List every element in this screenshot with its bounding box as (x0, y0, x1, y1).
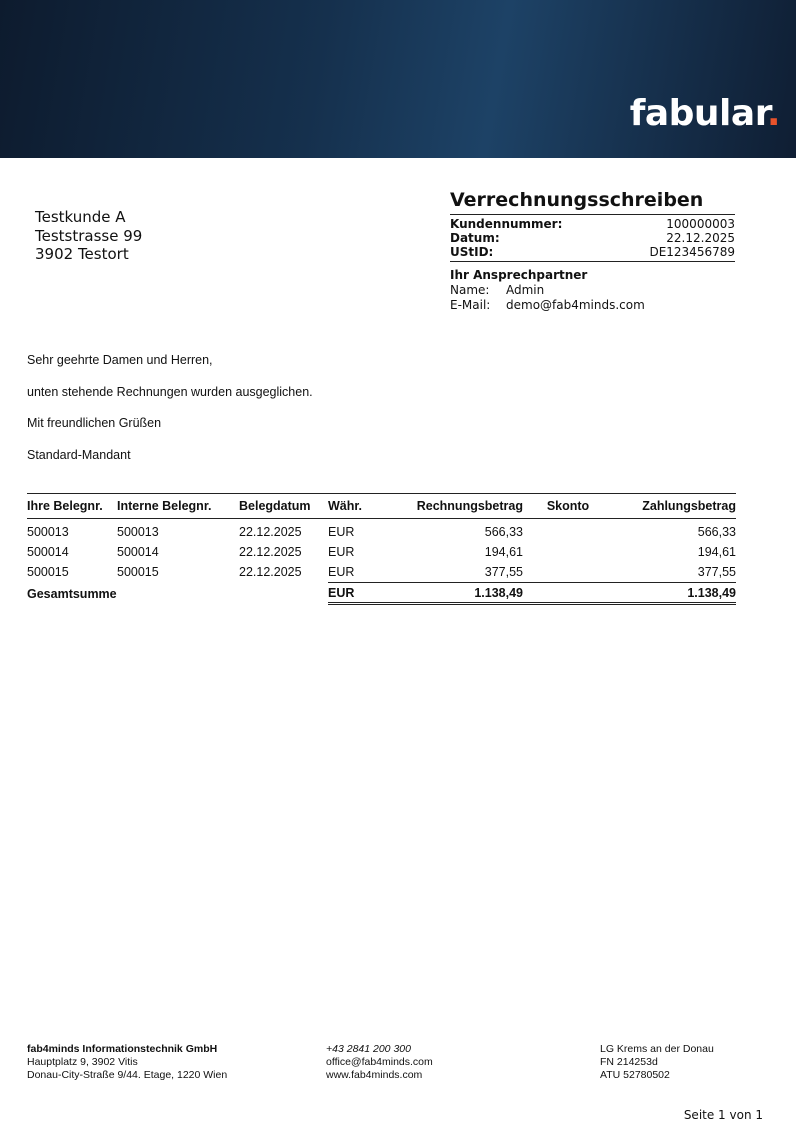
customer-number-row: Kundennummer: 100000003 (450, 217, 735, 231)
col-header: Skonto (523, 494, 613, 519)
footer-registry: LG Krems an der Donau FN 214253d ATU 52780502 (600, 1043, 714, 1081)
contact-email: demo@fab4minds.com (506, 298, 645, 312)
table-header-row (27, 494, 736, 519)
footer-web: www.fab4minds.com (326, 1069, 423, 1081)
table-row: 500013 500013 22.12.2025 EUR 566,33 566,33 (27, 525, 736, 539)
letter-body (27, 353, 313, 479)
vat-id-row: UStID: DE123456789 (450, 245, 735, 259)
customer-number-value: 100000003 (666, 217, 735, 231)
document-fields (450, 214, 735, 262)
total-payment-amount: 1.138,49 (613, 583, 736, 604)
recipient-street: Teststrasse 99 (35, 226, 143, 245)
col-header: Währ. (328, 494, 388, 519)
col-header: Rechnungsbetrag (388, 494, 523, 519)
sender: Standard-Mandant (27, 447, 131, 462)
date-row: Datum: 22.12.2025 (450, 231, 735, 245)
contact-name-row: Name: Admin (450, 283, 545, 297)
total-currency: EUR (328, 583, 388, 604)
contact-name: Admin (506, 283, 545, 297)
vat-id-value: DE123456789 (649, 245, 735, 259)
col-header: Belegdatum (239, 494, 328, 519)
body-text: unten stehende Rechnungen wurden ausgeglichen. (27, 384, 313, 399)
recipient-city: 3902 Testort (35, 245, 129, 263)
footer-email: office@fab4minds.com (326, 1056, 433, 1068)
recipient-address (35, 208, 142, 264)
document-info-box (450, 188, 735, 313)
logo-dot: . (766, 93, 780, 134)
company-logo: fabular. (629, 93, 780, 134)
invoice-table (27, 493, 736, 605)
col-header: Interne Belegnr. (117, 494, 239, 519)
document-title: Verrechnungsschreiben (450, 189, 704, 211)
table-row: 500015 500015 22.12.2025 EUR 377,55 377,55 (27, 565, 736, 580)
header-banner (0, 0, 796, 158)
footer-company: fab4minds Informationstechnik GmbH Hauptplatz 9, 3902 Vitis Donau-City-Straße 9/44. Etage, 1220 Wien (27, 1043, 228, 1081)
salutation: Sehr geehrte Damen und Herren, (27, 353, 213, 367)
total-row (27, 583, 736, 604)
footer-company-name: fab4minds Informationstechnik GmbH (27, 1043, 218, 1055)
closing: Mit freundlichen Grüßen (27, 416, 162, 430)
table-row: 500014 500014 22.12.2025 EUR 194,61 194,61 (27, 545, 736, 559)
footer-phone: +43 2841 200 300 (326, 1043, 411, 1055)
contact-email-row: E-Mail: demo@fab4minds.com (450, 298, 645, 312)
total-label: Gesamtsumme (27, 586, 117, 601)
contact-title: Ihr Ansprechpartner (450, 268, 588, 282)
col-header: Zahlungsbetrag (613, 494, 736, 519)
col-header: Ihre Belegnr. (27, 494, 117, 519)
date-value: 22.12.2025 (666, 231, 735, 245)
page-number: Seite 1 von 1 (683, 1108, 763, 1122)
recipient-name: Testkunde A (35, 208, 126, 226)
total-invoice-amount: 1.138,49 (388, 583, 523, 604)
footer-contact (326, 1043, 433, 1082)
